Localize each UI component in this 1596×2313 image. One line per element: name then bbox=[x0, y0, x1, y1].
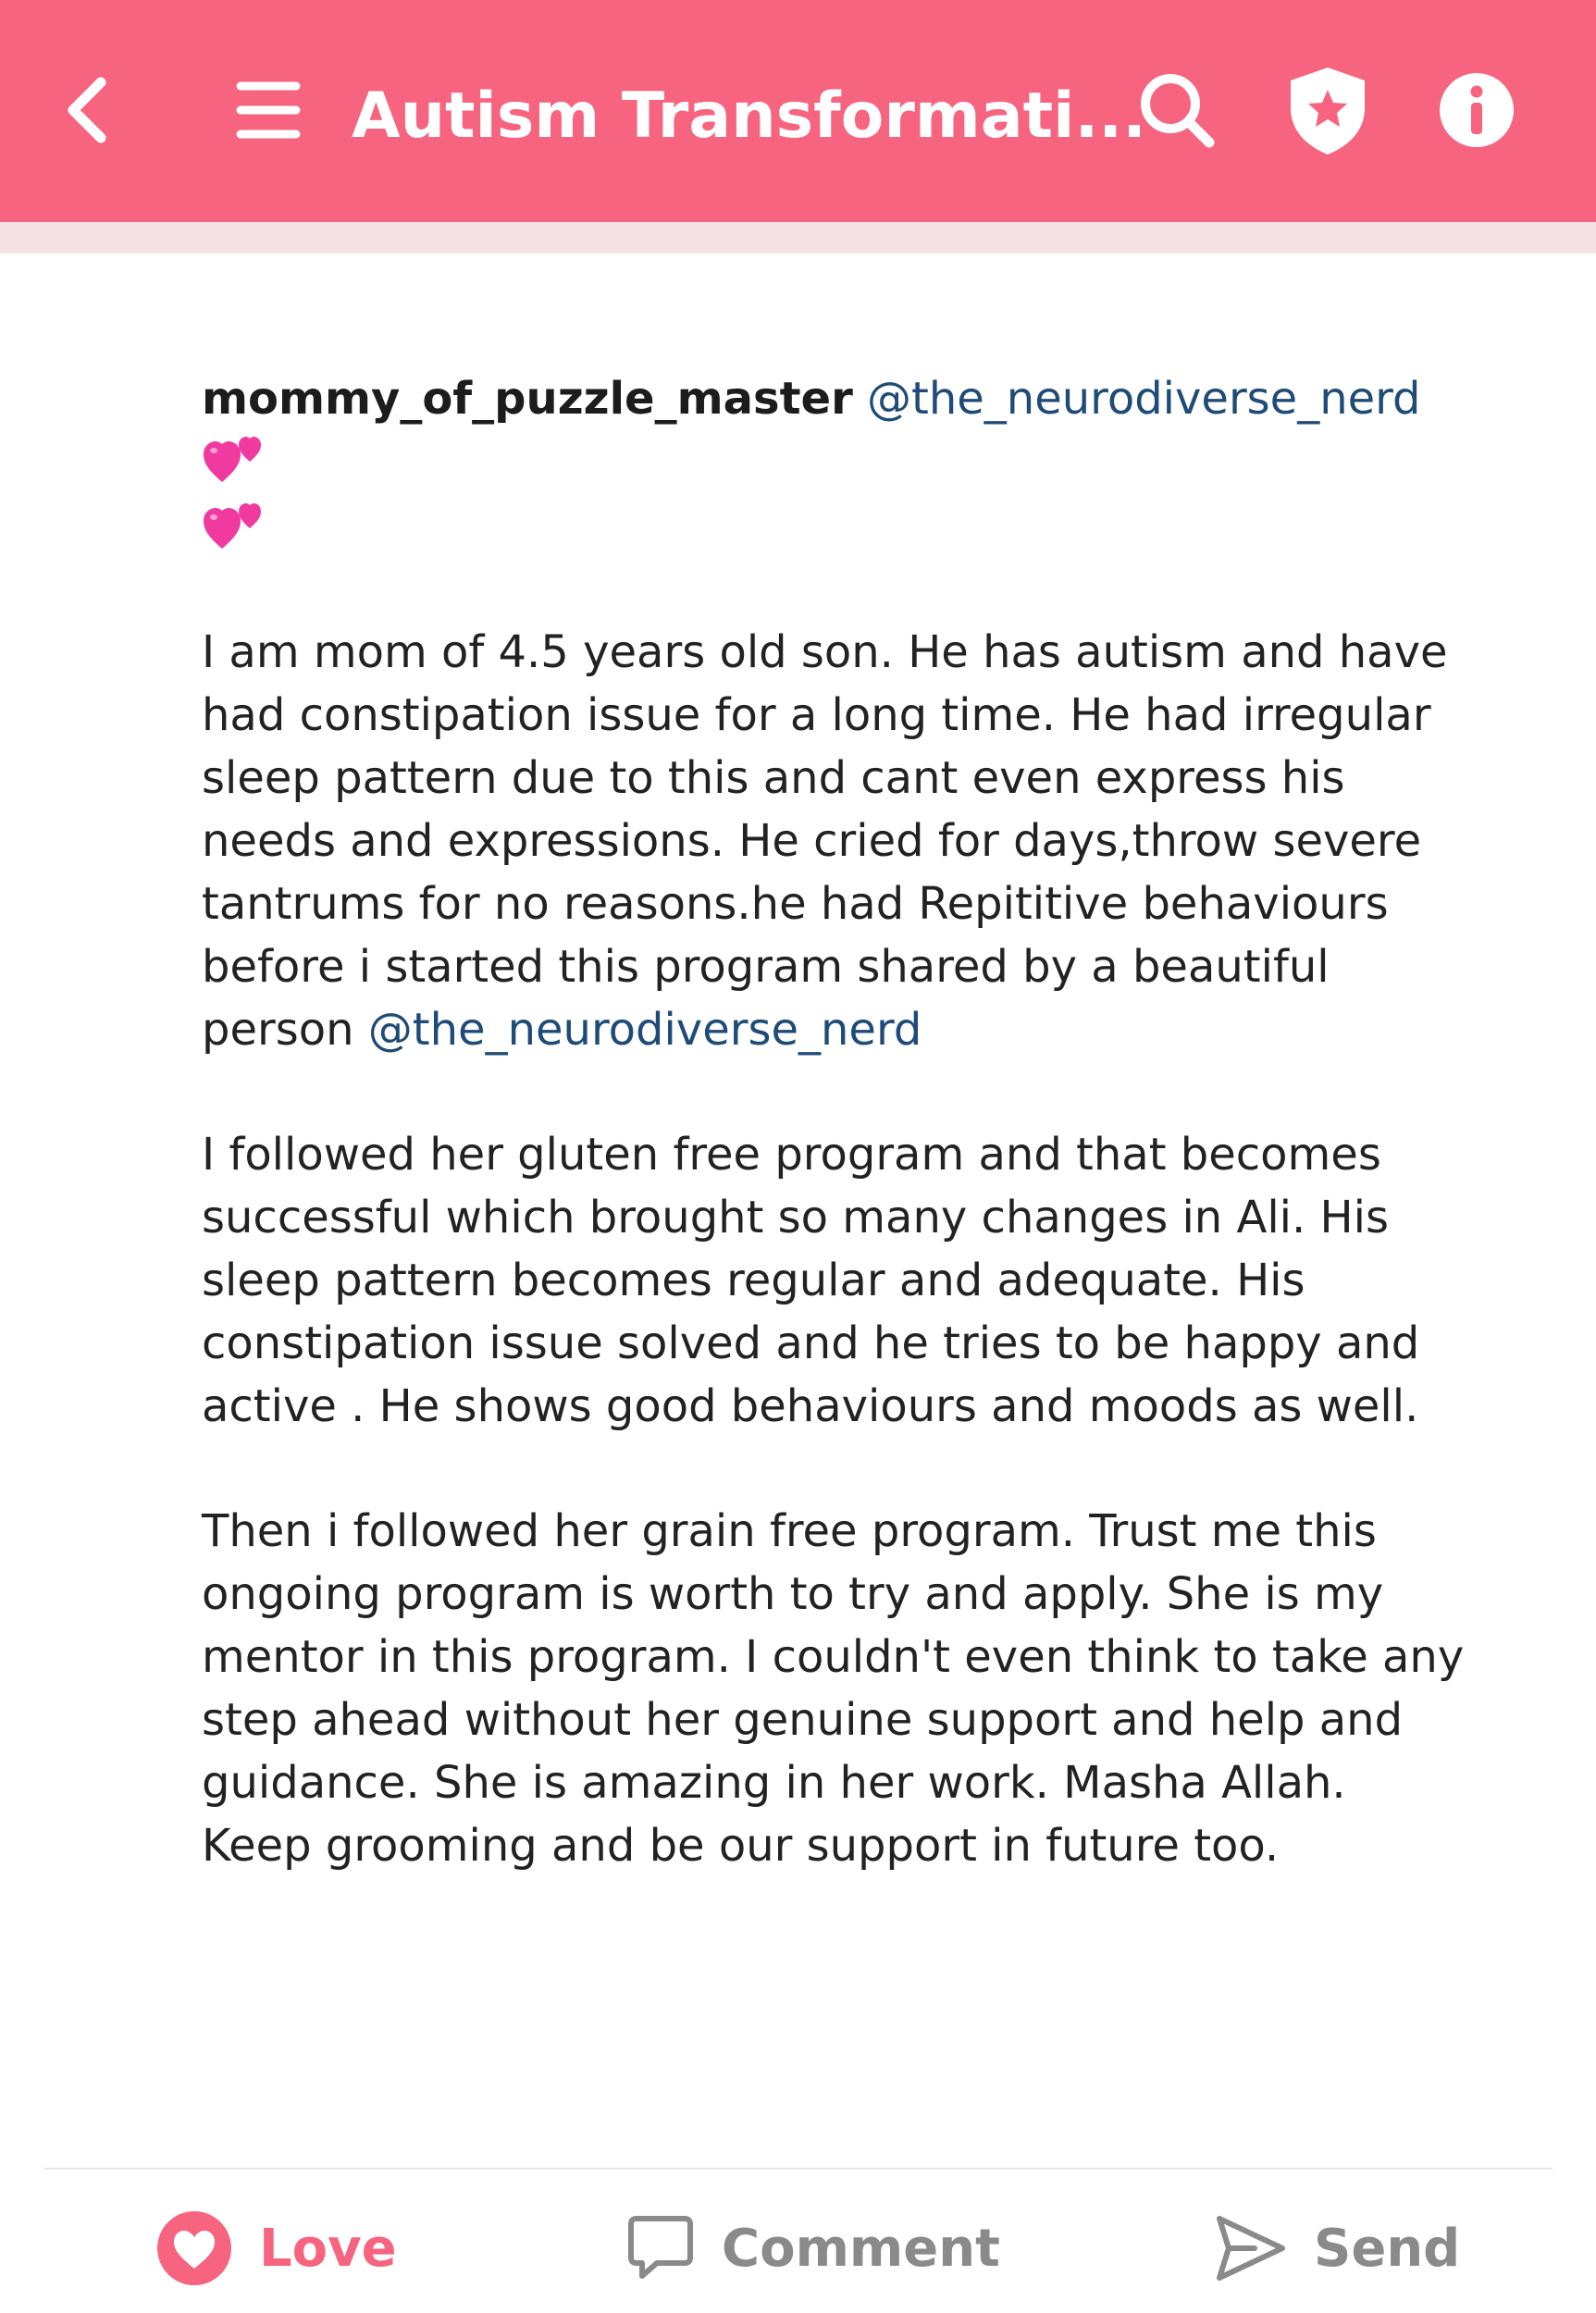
comment-bubble-icon bbox=[625, 2213, 696, 2283]
post-paragraph: Then i followed her grain free program. Trust me this ongoing program is worth to try and apply. She is my mentor in this program. I couldn't even think to take any step ahead without her genuine support and help and guidance. She is amazing in her work. Masha Allah. Keep grooming and be our support in future too. bbox=[202, 1505, 1465, 1872]
app-bar-divider bbox=[0, 222, 1596, 254]
comment-button[interactable] bbox=[625, 2196, 1000, 2300]
leader-badge-button[interactable] bbox=[1268, 50, 1388, 170]
info-icon bbox=[1438, 71, 1516, 149]
post-header bbox=[202, 365, 1469, 565]
post-paragraph: I followed her gluten free program and that becomes successful which brought so many changes in Ali. His sleep pattern becomes regular and adequate. His constipation issue solved and he tries to be happy and active . He shows good behaviours and moods as well. bbox=[202, 1129, 1420, 1432]
search-button[interactable] bbox=[1117, 50, 1237, 170]
send-button[interactable] bbox=[1214, 2196, 1460, 2300]
post-paragraph bbox=[202, 621, 1469, 1061]
back-button[interactable] bbox=[28, 50, 148, 170]
menu-button[interactable] bbox=[208, 50, 328, 170]
hamburger-menu-icon bbox=[235, 77, 302, 143]
post-body bbox=[202, 365, 1469, 1877]
action-bar-divider bbox=[44, 2168, 1553, 2170]
two-hearts-emoji-icon bbox=[202, 434, 263, 486]
info-button[interactable] bbox=[1417, 50, 1537, 170]
app-bar bbox=[0, 0, 1596, 222]
two-hearts-emoji-icon bbox=[202, 501, 263, 552]
send-paper-plane-icon bbox=[1214, 2211, 1288, 2285]
send-label: Send bbox=[1314, 2218, 1461, 2279]
paragraph-text: I am mom of 4.5 years old son. He has autism and have had constipation issue for a long time. He had irregular sleep pattern due to this and cant even express his needs and expressions. He cried for days,throw severe tantrums for no reasons.he had Repititive behaviours before i started this program shared by a beautiful person bbox=[202, 626, 1448, 1056]
love-button[interactable] bbox=[155, 2196, 397, 2300]
chevron-left-icon bbox=[51, 73, 125, 147]
shield-star-icon bbox=[1285, 64, 1370, 156]
comment-label: Comment bbox=[722, 2218, 1000, 2279]
mention-link[interactable]: @the_neurodiverse_nerd bbox=[867, 373, 1421, 425]
heart-filled-icon bbox=[155, 2209, 233, 2287]
author-username[interactable]: mommy_of_puzzle_master bbox=[202, 373, 853, 425]
mention-link[interactable]: @the_neurodiverse_nerd bbox=[367, 1004, 922, 1056]
search-icon bbox=[1135, 68, 1219, 152]
love-label: Love bbox=[259, 2218, 397, 2279]
community-title: Autism Transformati... bbox=[352, 80, 1146, 153]
